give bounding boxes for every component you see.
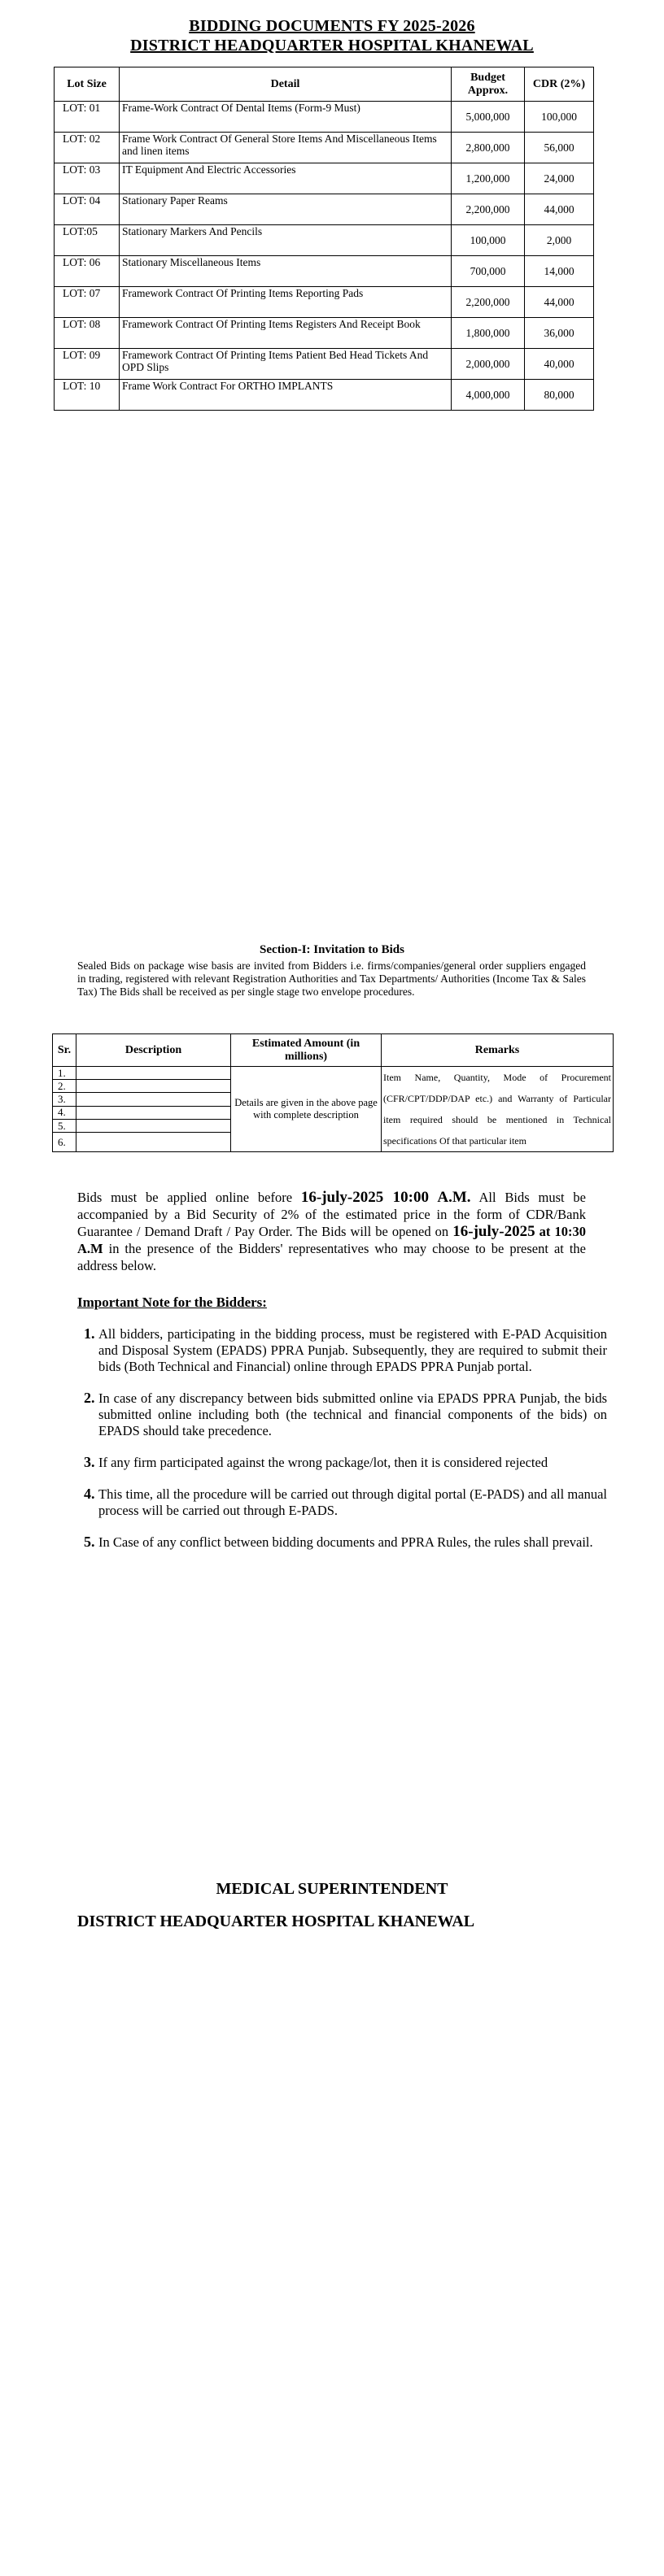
- sr-cell: 5.: [53, 1119, 76, 1132]
- table-row: [55, 225, 594, 256]
- lots-table-body: [55, 102, 594, 411]
- cdr-cell: 80,000: [525, 380, 594, 411]
- table-row: [55, 380, 594, 411]
- lots-table: [54, 67, 594, 411]
- budget-cell: 5,000,000: [452, 102, 525, 133]
- submission-deadline: 16-july-2025 10:00 A.M.: [300, 1189, 471, 1206]
- table-row: [55, 256, 594, 287]
- list-item: 3. If any firm participated against the wrong package/lot, then it is considered rejected: [98, 1454, 607, 1471]
- lot-cell: LOT:05: [55, 225, 120, 256]
- bids-table-body: [53, 1067, 614, 1152]
- description-cell: [76, 1080, 231, 1093]
- detail-cell: Frame Work Contract For ORTHO IMPLANTS: [120, 380, 452, 411]
- cdr-cell: 2,000: [525, 225, 594, 256]
- sr-cell: 3.: [53, 1093, 76, 1106]
- cdr-cell: 24,000: [525, 163, 594, 194]
- section-intro: Sealed Bids on package wise basis are invited from Bidders i.e. firms/companies/general order suppliers engaged in trading, registered with relevant Registration Authorities and Tax Departments/ Authorities (Income Tax & Sales Tax) The Bids shall be received as per single stage two envelope procedures.: [77, 959, 586, 998]
- description-cell: [76, 1067, 231, 1080]
- budget-cell: 1,200,000: [452, 163, 525, 194]
- detail-cell: Stationary Paper Reams: [120, 194, 452, 225]
- section-title: Section-I: Invitation to Bids: [260, 943, 404, 956]
- notes-heading: Important Note for the Bidders:: [77, 1295, 267, 1310]
- budget-cell: 2,000,000: [452, 349, 525, 380]
- table-row: [55, 133, 594, 163]
- cdr-cell: 14,000: [525, 256, 594, 287]
- signatory-title: MEDICAL SUPERINTENDENT: [216, 1880, 448, 1898]
- lot-cell: LOT: 09: [55, 349, 120, 380]
- description-cell: [76, 1093, 231, 1106]
- col-estimated-amount: Estimated Amount (in millions): [231, 1034, 382, 1067]
- detail-cell: Stationary Miscellaneous Items: [120, 256, 452, 287]
- cdr-cell: 44,000: [525, 287, 594, 318]
- notes-list: [77, 1325, 607, 1565]
- sr-cell: 4.: [53, 1106, 76, 1119]
- budget-cell: 4,000,000: [452, 380, 525, 411]
- list-item: 2. In case of any discrepancy between bids submitted online via EPADS PPRA Punjab, the bids submitted online including both (the technical and financial components of the bids) on EPADS should take precedence.: [98, 1390, 607, 1439]
- opening-date: 16-july-2025: [452, 1223, 535, 1240]
- estimated-amount-note: Details are given in the above page with complete description: [231, 1067, 382, 1152]
- table-row: [55, 349, 594, 380]
- col-detail: Detail: [120, 67, 452, 102]
- table-row: [55, 318, 594, 349]
- list-item: 4. This time, all the procedure will be carried out through digital portal (E-PADS) and all manual process will be carried out through E-PADS.: [98, 1486, 607, 1519]
- bids-table: [52, 1033, 614, 1152]
- col-description: Description: [76, 1034, 231, 1067]
- detail-cell: Framework Contract Of Printing Items Registers And Receipt Book: [120, 318, 452, 349]
- lot-cell: LOT: 03: [55, 163, 120, 194]
- sr-cell: 6.: [53, 1133, 76, 1152]
- deadline-text-2: All Bids must be accompanied by a Bid Security of 2% of the estimated price in the form of CDR/Bank Guarantee / Demand Draft / Pay Order. The Bids will be opened on: [77, 1190, 586, 1239]
- table-row: [55, 194, 594, 225]
- deadline-text-3: in the presence of the Bidders' representatives who may choose to be present at the address below.: [77, 1241, 586, 1273]
- detail-cell: Frame Work Contract Of General Store Items And Miscellaneous Items and linen items: [120, 133, 452, 163]
- lot-cell: LOT: 01: [55, 102, 120, 133]
- table-row: [55, 287, 594, 318]
- lot-cell: LOT: 06: [55, 256, 120, 287]
- detail-cell: IT Equipment And Electric Accessories: [120, 163, 452, 194]
- hospital-name: DISTRICT HEADQUARTER HOSPITAL KHANEWAL: [130, 37, 534, 54]
- col-sr: Sr.: [53, 1034, 76, 1067]
- deadline-text-1: Bids must be applied online before: [77, 1190, 301, 1205]
- col-budget: Budget Approx.: [452, 67, 525, 102]
- cdr-cell: 100,000: [525, 102, 594, 133]
- remarks-note: Item Name, Quantity, Mode of Procurement (CFR/CPT/DDP/DAP etc.) and Warranty of Particular item required should be mentioned in Technical specifications Of that particular item: [382, 1067, 614, 1152]
- budget-cell: 100,000: [452, 225, 525, 256]
- table-row: [53, 1067, 614, 1080]
- cdr-cell: 44,000: [525, 194, 594, 225]
- signatory-office: DISTRICT HEADQUARTER HOSPITAL KHANEWAL: [77, 1912, 475, 1930]
- description-cell: [76, 1119, 231, 1132]
- budget-cell: 2,200,000: [452, 287, 525, 318]
- document-title: BIDDING DOCUMENTS FY 2025-2026: [189, 17, 475, 35]
- detail-cell: Stationary Markers And Pencils: [120, 225, 452, 256]
- table-row: [55, 102, 594, 133]
- sr-cell: 1.: [53, 1067, 76, 1080]
- detail-cell: Framework Contract Of Printing Items Patient Bed Head Tickets And OPD Slips: [120, 349, 452, 380]
- cdr-cell: 56,000: [525, 133, 594, 163]
- lot-cell: LOT: 08: [55, 318, 120, 349]
- list-item: 5. In Case of any conflict between bidding documents and PPRA Rules, the rules shall prevail.: [98, 1534, 607, 1551]
- table-row: [55, 163, 594, 194]
- sr-cell: 2.: [53, 1080, 76, 1093]
- budget-cell: 2,800,000: [452, 133, 525, 163]
- description-cell: [76, 1133, 231, 1152]
- col-remarks: Remarks: [382, 1034, 614, 1067]
- lot-cell: LOT: 02: [55, 133, 120, 163]
- budget-cell: 700,000: [452, 256, 525, 287]
- budget-cell: 2,200,000: [452, 194, 525, 225]
- bid-deadline-paragraph: [77, 1189, 586, 1274]
- lot-cell: LOT: 10: [55, 380, 120, 411]
- detail-cell: Frame-Work Contract Of Dental Items (Form-9 Must): [120, 102, 452, 133]
- cdr-cell: 40,000: [525, 349, 594, 380]
- lot-cell: LOT: 07: [55, 287, 120, 318]
- col-lot-size: Lot Size: [55, 67, 120, 102]
- budget-cell: 1,800,000: [452, 318, 525, 349]
- opening-time: at 10:30 A.M: [77, 1224, 586, 1256]
- description-cell: [76, 1106, 231, 1119]
- lot-cell: LOT: 04: [55, 194, 120, 225]
- cdr-cell: 36,000: [525, 318, 594, 349]
- list-item: 1. All bidders, participating in the bidding process, must be registered with E-PAD Acquisition and Disposal System (EPADS) PPRA Punjab. Subsequently, they are required to submit their bids (Both Technical and Financial) online through EPADS PPRA Punjab portal.: [98, 1325, 607, 1375]
- col-cdr: CDR (2%): [525, 67, 594, 102]
- detail-cell: Framework Contract Of Printing Items Reporting Pads: [120, 287, 452, 318]
